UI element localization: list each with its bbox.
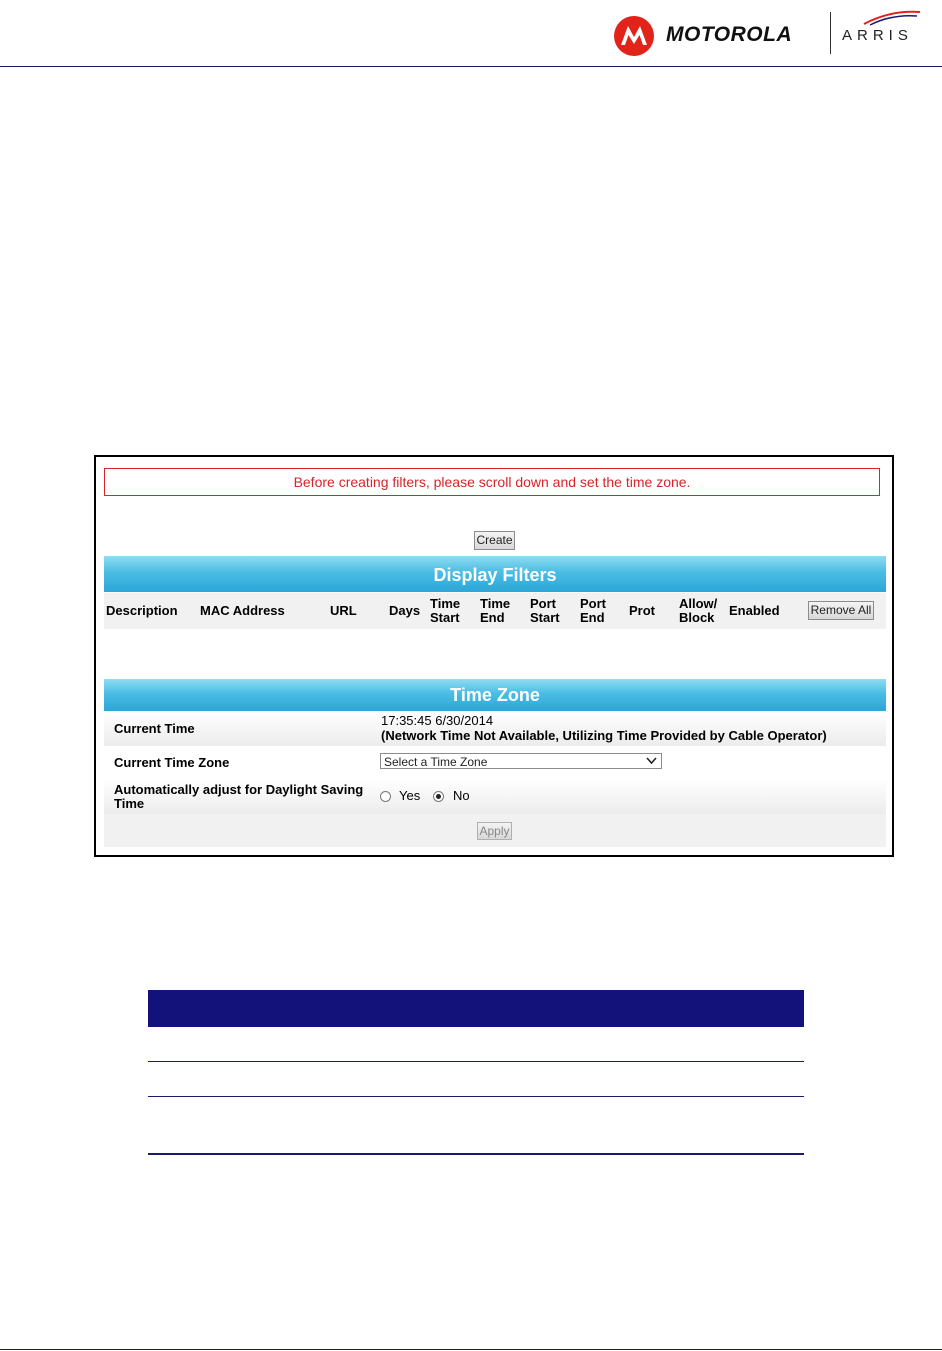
col-port-end-line2: End [580, 610, 605, 625]
remove-all-button[interactable]: Remove All [808, 601, 874, 620]
col-time-end [480, 597, 510, 625]
dst-label-line2: Time [114, 796, 145, 811]
arris-swoosh-icon [862, 8, 922, 26]
current-time-zone-label: Current Time Zone [114, 755, 230, 770]
col-port-start [530, 597, 560, 625]
filters-table-header [104, 593, 886, 629]
current-time-note: (Network Time Not Available, Utilizing Time Provided by Cable Operator) [381, 728, 827, 743]
time-zone-row [104, 746, 886, 779]
dst-row [104, 779, 886, 814]
current-time-label: Current Time [114, 721, 195, 736]
time-zone-select-value: Select a Time Zone [384, 755, 488, 769]
footer-rule [0, 1349, 942, 1350]
time-zone-select[interactable] [380, 753, 662, 769]
col-time-end-line2: End [480, 610, 505, 625]
col-time-start-line2: Start [430, 610, 460, 625]
col-prot: Prot [629, 603, 655, 618]
col-url: URL [330, 603, 357, 618]
doc-table-row-divider [148, 1096, 804, 1097]
col-port-start-line1: Port [530, 596, 556, 611]
doc-table-row-divider [148, 1061, 804, 1062]
motorola-batwing-icon [614, 16, 654, 56]
chevron-down-icon [646, 755, 657, 766]
dst-no-label: No [453, 788, 470, 803]
dst-yes-label: Yes [399, 788, 421, 803]
col-mac-address: MAC Address [200, 603, 285, 618]
col-port-end [580, 597, 606, 625]
time-zone-title: Time Zone [104, 679, 886, 711]
col-description: Description [106, 603, 178, 618]
brand-logo [614, 14, 926, 58]
basic-parental-control-screenshot [94, 455, 894, 857]
create-button[interactable]: Create [474, 531, 515, 550]
apply-button[interactable]: Apply [477, 822, 512, 840]
doc-table-bottom-rule [148, 1153, 804, 1155]
col-time-start-line1: Time [430, 596, 461, 611]
col-time-end-line1: Time [480, 596, 511, 611]
col-time-start [430, 597, 460, 625]
logo-divider [830, 12, 831, 54]
col-port-end-line1: Port [580, 596, 606, 611]
col-port-start-line2: Start [530, 610, 560, 625]
dst-label-line1: Automatically adjust for Daylight Saving [114, 782, 364, 797]
current-time-row [104, 711, 886, 746]
doc-table-header [148, 990, 804, 1027]
dst-yes-radio[interactable] [380, 791, 391, 802]
motorola-wordmark: MOTOROLA [666, 23, 793, 46]
time-zone-notice: Before creating filters, please scroll down and set the time zone. [104, 468, 880, 496]
dst-label [114, 783, 363, 811]
current-time-value: 17:35:45 6/30/2014 [381, 713, 494, 728]
header-rule [0, 66, 942, 67]
col-allow-block [679, 597, 717, 625]
dst-no-radio[interactable] [433, 791, 444, 802]
col-allow-line2: Block [679, 610, 715, 625]
col-enabled: Enabled [729, 603, 780, 618]
display-filters-title: Display Filters [104, 556, 886, 592]
col-days: Days [389, 603, 421, 618]
arris-wordmark: ARRIS [842, 27, 913, 44]
col-allow-line1: Allow/ [679, 596, 718, 611]
